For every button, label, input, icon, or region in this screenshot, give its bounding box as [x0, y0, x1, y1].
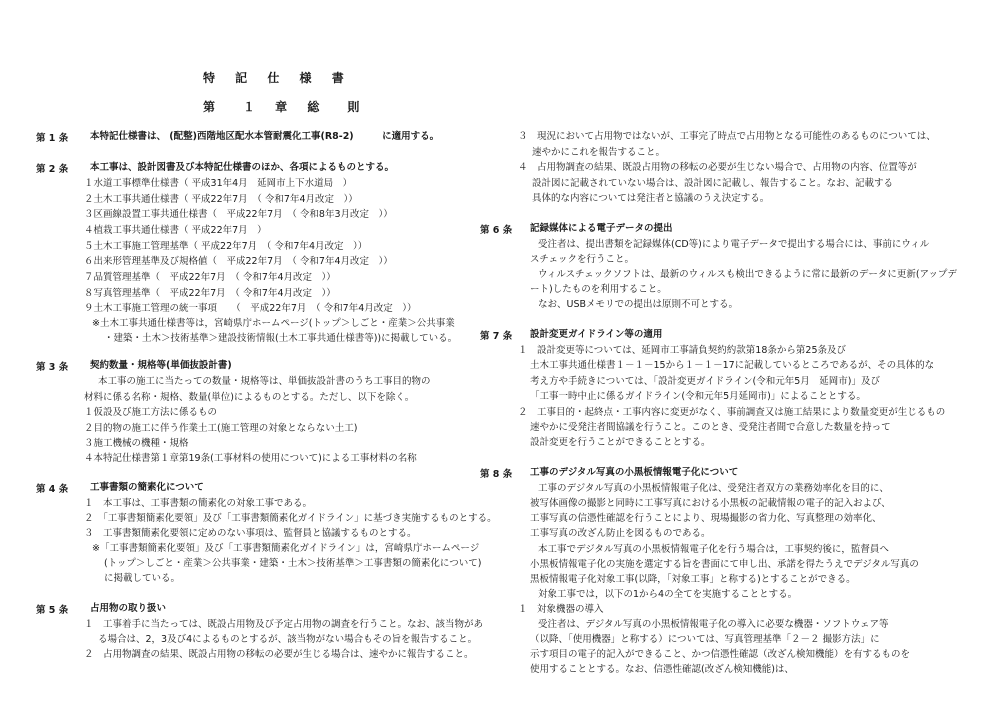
article-8-line: 工事写真の改ざん防止を図るものである。: [530, 528, 711, 539]
article-3-line: ２目的物の施工に伴う作業土工(施工管理の対象とならない土工): [84, 423, 358, 434]
article-8-line: 本工事でデジタル写真の小黒板情報電子化を行う場合は，工事契約後に，監督員へ: [538, 544, 889, 555]
article-5-cont-line: ４ 占用物調査の結果、既設占用物の移転の必要が生じない場合で、占用物の内容、位置等が: [518, 162, 917, 173]
article-3-line: １仮設及び施工方法に係るもの: [84, 407, 218, 418]
article-8-line: 被写体画像の撮影と同時に工事写真における小黒板の記載情報の電子的記入および、: [530, 498, 891, 509]
article-6-line: ート)したものを利用すること。: [530, 284, 667, 295]
article-5-heading: 占用物の取り扱い: [90, 603, 167, 614]
article-5-cont-line: 設計図に記載されていない場合は、設計図に記載し、報告すること。なお、記載する: [532, 178, 894, 189]
document-title: 特 記 仕 様 書: [203, 71, 352, 85]
article-5-cont-line: 具体的な内容については発注者と協議のうえ決定する。: [532, 193, 770, 204]
article-7-line: １ 設計変更等については、延岡市工事請負契約約款第18条から第25条及び: [518, 345, 846, 356]
article-5-line: １ 工事着手に当たっては、既設占用物及び予定占用物の調査を行うこと。なお、該当物があ: [84, 619, 484, 630]
article-6-line: ウィルスチェックソフトは、最新のウィルスも検出できるように常に最新のデータに更新(アップデ: [538, 269, 957, 280]
article-4-heading: 工事書類の簡素化について: [90, 482, 204, 493]
article-6-line: 受注者は、提出書類を記録媒体(CD等)により電子データで提出する場合には、事前にウィル: [538, 239, 930, 250]
article-2-heading: 本工事は、設計図書及び本特記仕様書のほか、各項によるものとする。: [90, 162, 395, 173]
article-6-line: なお、USBメモリでの提出は原則不可とする。: [538, 299, 739, 310]
article-2-item: ３区画線設置工事共通仕様書（ 平成22年7月 （ 令和8年3月改定 ））: [84, 209, 393, 220]
article-8-line: 小黒板情報電子化の実施を選定する旨を書面にて申し出、承諾を得たうえでデジタル写真の: [530, 559, 919, 570]
chapter-title: 第 １ 章 総 則: [203, 100, 368, 114]
article-3-line: 本工事の施工に当たっての数量・規格等は、単価抜設計書のうち工事目的物の: [98, 376, 431, 387]
article-3-line: ３施工機械の機種・規格: [84, 438, 189, 449]
article-5-cont-line: ３ 現況において占用物ではないが、工事完了時点で占用物となる可能性のあるものについては、: [518, 131, 936, 142]
article-8-line: 黒板情報電子化対象工事(以降，「対象工事」と称する)とすることができる。: [530, 574, 856, 585]
article-4-note: ※「工事書類簡素化要領」及び「工事書類簡素化ガイドライン」は，宮崎県庁ホームページ: [92, 543, 480, 554]
article-2-item: １水道工事標準仕様書（ 平成31年4月 延岡市上下水道局 ）: [84, 178, 353, 189]
article-2-item: ４植栽工事共通仕様書（ 平成22年7月 ）: [84, 225, 267, 236]
article-4-note: (トップ＞しごと・産業＞公共事業・建築・土木＞技術基準＞工事書類の簡素化について): [104, 558, 482, 569]
article-8-line: （以降、「使用機器」と称する）については、写真管理基準「２－２ 撮影方法」に: [530, 634, 880, 645]
article-5-number: 第 5 条: [36, 605, 69, 616]
article-8-line: 工事のデジタル写真の小黒板情報電子化は、受発注者双方の業務効率化を目的に、: [538, 483, 889, 494]
article-6-number: 第 6 条: [480, 225, 513, 236]
article-2-item: ５土木工事施工管理基準（ 平成22年7月 （ 令和7年4月改定 ））: [84, 241, 368, 252]
article-8-number: 第 8 条: [480, 469, 513, 480]
article-4-line: ２ 「工事書類簡素化要領」及び「工事書類簡素化ガイドライン」に基づき実施するものとする。: [84, 513, 497, 524]
article-3-heading: 契約数量・規格等(単価抜設計書): [90, 360, 232, 371]
article-8-line: １ 対象機器の導入: [518, 604, 604, 615]
article-7-line: 考え方や手続きについては、「設計変更ガイドライン(令和元年5月 延岡市)」及び: [530, 376, 880, 387]
article-2-number: 第 2 条: [36, 164, 69, 175]
article-5-cont-line: 速やかにこれを報告すること。: [532, 147, 666, 158]
article-6-heading: 記録媒体による電子データの提出: [530, 223, 673, 234]
article-1-number: 第 1 条: [36, 133, 69, 144]
article-8-line: 使用することとする。なお、信憑性確認(改ざん検知機能)は、: [530, 664, 794, 675]
article-7-line: 「工事一時中止に係るガイドライン(令和元年5月延岡市)」によることとする。: [530, 391, 866, 402]
article-7-heading: 設計変更ガイドライン等の適用: [530, 329, 663, 340]
article-7-line: 速やかに受発注者間協議を行うこと。このとき、受発注者間で合意した数量を持って: [530, 422, 891, 433]
article-7-line: 土木工事共通仕様書１－１－15から１－１－17に記載しているところであるが、その具体的な: [530, 360, 935, 371]
article-2-item: ９土木工事施工管理の統一事項 （ 平成22年7月 （ 令和7年4月改定 ））: [84, 303, 417, 314]
article-4-number: 第 4 条: [36, 484, 69, 495]
article-3-line: ４本特記仕様書第１章第19条(工事材料の使用について)による工事材料の名称: [84, 453, 417, 464]
article-1-text: 本特記仕様書は、 (配整)西階地区配水本管耐震化工事(R8-2) に適用する。: [90, 131, 440, 142]
article-2-item: ２土木工事共通仕様書（ 平成22年7月 （ 令和7年4月改定 ））: [84, 194, 358, 205]
article-2-note: ・建築・土木＞技術基準＞建設技術情報(土木工事共通仕様書等))に掲載している。: [104, 333, 458, 344]
article-8-line: 工事写真の信憑性確認を行うことにより、現場撮影の省力化、写真整理の効率化、: [530, 513, 882, 524]
article-4-line: １ 本工事は、工事書類の簡素化の対象工事である。: [84, 498, 313, 509]
article-2-note: ※土木工事共通仕様書等は，宮崎県庁ホームページ(トップ＞しごと・産業＞公共事業: [92, 318, 455, 329]
article-7-number: 第 7 条: [480, 331, 513, 342]
article-8-heading: 工事のデジタル写真の小黒板情報電子化について: [530, 467, 739, 478]
article-7-line: ２ 工事目的・起終点・工事内容に変更がなく、事前調査又は施工結果により数量変更が生じるもの: [518, 407, 946, 418]
article-3-number: 第 3 条: [36, 362, 69, 373]
article-6-line: スチェックを行うこと。: [530, 254, 635, 265]
article-8-line: 受注者は、デジタル写真の小黒板情報電子化の導入に必要な機器・ソフトウェア等: [538, 619, 889, 630]
article-4-note: に掲載している。: [104, 573, 181, 584]
article-3-line: 材料に係る名称・規格、数量(単位)によるものとする。ただし、以下を除く。: [84, 392, 415, 403]
article-2-item: ８写真管理基準（ 平成22年7月 （ 令和7年4月改定 ））: [84, 288, 336, 299]
article-5-line: ２ 占用物調査の結果、既設占用物の移転の必要が生じる場合は、速やかに報告すること。: [84, 649, 474, 660]
article-5-line: る場合は、2，3及び4によるものとするが、該当物がない場合もその旨を報告すること。: [98, 634, 478, 645]
article-7-line: 設計変更を行うことができることとする。: [530, 437, 711, 448]
article-2-item: ７品質管理基準（ 平成22年7月 （ 令和7年4月改定 ））: [84, 272, 336, 283]
article-4-line: ３ 工事書類簡素化要領に定めのない事項は、監督員と協議するものとする。: [84, 528, 417, 539]
article-2-item: ６出来形管理基準及び規格値（ 平成22年7月 （ 令和7年4月改定 ））: [84, 256, 393, 267]
article-8-line: 示す項目の電子的記入ができること、かつ信憑性確認（改ざん検知機能）を有するものを: [530, 649, 911, 660]
article-8-line: 対象工事では，以下の1から4の全てを実施することとする。: [538, 589, 798, 600]
